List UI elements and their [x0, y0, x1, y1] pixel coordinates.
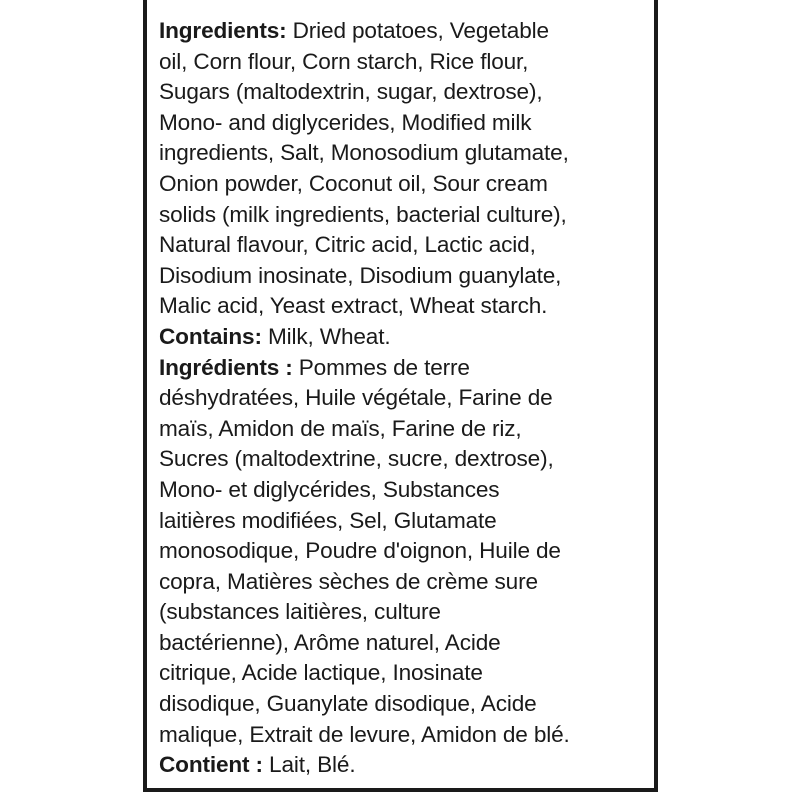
label-line: Disodium inosinate, Disodium guanylate,: [159, 262, 562, 288]
label-line: ingredients, Salt, Monosodium glutamate,: [159, 140, 569, 166]
label-line: Sugars (maltodextrin, sugar, dextrose),: [159, 79, 543, 105]
label-line: Malic acid, Yeast extract, Wheat starch.: [159, 293, 548, 319]
label-line: (substances laitières, culture: [159, 599, 441, 625]
label-line: oil, Corn flour, Corn starch, Rice flour,: [159, 48, 529, 74]
label-line: solids (milk ingredients, bacterial culture),: [159, 201, 567, 227]
label-line: Sucres (maltodextrine, sucre, dextrose),: [159, 446, 554, 472]
contains-heading-fr: Contient :: [159, 752, 263, 778]
label-line: Ingrédients : Pommes de terre: [159, 354, 470, 380]
label-line: Ingredients: Dried potatoes, Vegetable: [159, 18, 549, 43]
label-line: maïs, Amidon de maïs, Farine de riz,: [159, 415, 522, 441]
label-line: déshydratées, Huile végétale, Farine de: [159, 385, 553, 411]
ingredients-heading-fr: Ingrédients :: [159, 354, 293, 380]
label-line: Natural flavour, Citric acid, Lactic acid,: [159, 232, 536, 258]
contains-heading-en: Contains:: [159, 323, 262, 349]
label-line: copra, Matières sèches de crème sure: [159, 568, 538, 594]
label-line: laitières modifiées, Sel, Glutamate: [159, 507, 497, 533]
label-line: bactérienne), Arôme naturel, Acide: [159, 629, 501, 655]
label-line: monosodique, Poudre d'oignon, Huile de: [159, 538, 561, 564]
label-line: Mono- et diglycérides, Substances: [159, 476, 500, 502]
label-line: Contient : Lait, Blé.: [159, 752, 356, 778]
label-line: disodique, Guanylate disodique, Acide: [159, 691, 537, 717]
ingredients-heading-en: Ingredients:: [159, 18, 287, 43]
label-line: Onion powder, Coconut oil, Sour cream: [159, 170, 548, 196]
label-line: citrique, Acide lactique, Inosinate: [159, 660, 483, 686]
ingredients-text: [159, 16, 649, 781]
label-line: Contains: Milk, Wheat.: [159, 323, 391, 349]
label-line: Mono- and diglycerides, Modified milk: [159, 109, 532, 135]
label-line: malique, Extrait de levure, Amidon de blé.: [159, 721, 570, 747]
